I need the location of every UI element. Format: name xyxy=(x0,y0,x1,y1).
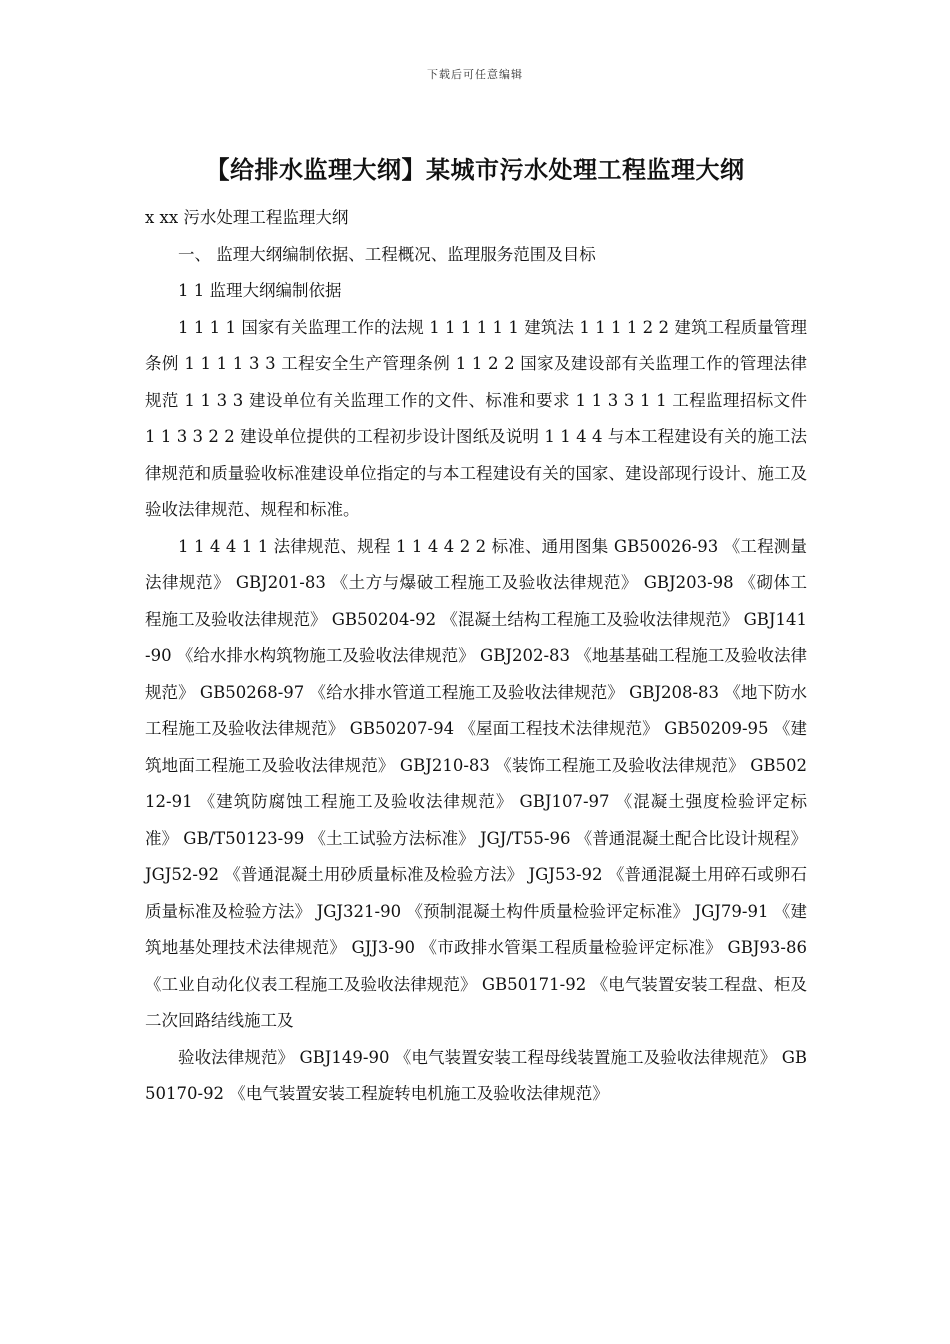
subsection-heading: 1 1 监理大纲编制依据 xyxy=(178,281,342,300)
page-header-note: 下载后可任意编辑 xyxy=(427,68,523,81)
paragraph-regulations: 1 1 1 1 国家有关监理工作的法规 1 1 1 1 1 1 建筑法 1 1 1 1 2 2 建筑工程质量管理条例 1 1 1 1 3 3 工程安全生产管理条例 1 1 2 2 国家及建设部有关监理工作的管理法律规范 1 1 3 3 建设单位有关监理工作的文件、标准和要求 1 1 3 3 1 1 工程监理招标文件 1 1 3 3 2 2 建设单位提供的工程初步设计图纸及说明 1 1 4 4 与本工程建设有关的施工法律规范和质量验收标准建设单位指定的与本工程建设有关的国家、建设部现行设计、施工及验收法律规范、规程和标准。 xyxy=(145,317,807,519)
document-body xyxy=(145,200,807,1113)
paragraph-standards-continued: 验收法律规范》 GBJ149-90 《电气装置安装工程母线装置施工及验收法律规范》 GB50170-92 《电气装置安装工程旋转电机施工及验收法律规范》 xyxy=(145,1047,807,1103)
document-title: 【给排水监理大纲】某城市污水处理工程监理大纲 xyxy=(205,156,745,184)
paragraph-standards-list: 1 1 4 4 1 1 法律规范、规程 1 1 4 4 2 2 标准、通用图集 GB50026-93 《工程测量法律规范》 GBJ201-83 《土方与爆破工程施工及验收法律规范》 GBJ203-98 《砌体工程施工及验收法律规范》 GB50204-92 《混凝土结构工程施工及验收法律规范》 GBJ141-90 《给水排水构筑物施工及验收法律规范》 GBJ202-83 《地基基础工程施工及验收法律规范》 GB50268-97 《给水排水管道工程施工及验收法律规范》 GBJ208-83 《地下防水工程施工及验收法律规范》 GB50207-94 《屋面工程技术法律规范》 GB50209-95 《建筑地面工程施工及验收法律规范》 GBJ210-83 《装饰工程施工及验收法律规范》 GB50212-91 《建筑防腐蚀工程施工及验收法律规范》 GBJ107-97 《混凝土强度检验评定标准》 GB/T50123-99 《土工试验方法标准》 JGJ/T55-96 《普通混凝土配合比设计规程》 JGJ52-92 《普通混凝土用砂质量标准及检验方法》 JGJ53-92 《普通混凝土用碎石或卵石质量标准及检验方法》 JGJ321-90 《预制混凝土构件质量检验评定标准》 JGJ79-91 《建筑地基处理技术法律规范》 GJJ3-90 《市政排水管渠工程质量检验评定标准》 GBJ93-86 《工业自动化仪表工程施工及验收法律规范》 GB50171-92 《电气装置安装工程盘、柜及二次回路结线施工及 xyxy=(145,536,808,1030)
section-heading: 一、 监理大纲编制依据、工程概况、监理服务范围及目标 xyxy=(178,244,596,264)
paragraph-project-name: x xx 污水处理工程监理大纲 xyxy=(145,208,349,227)
